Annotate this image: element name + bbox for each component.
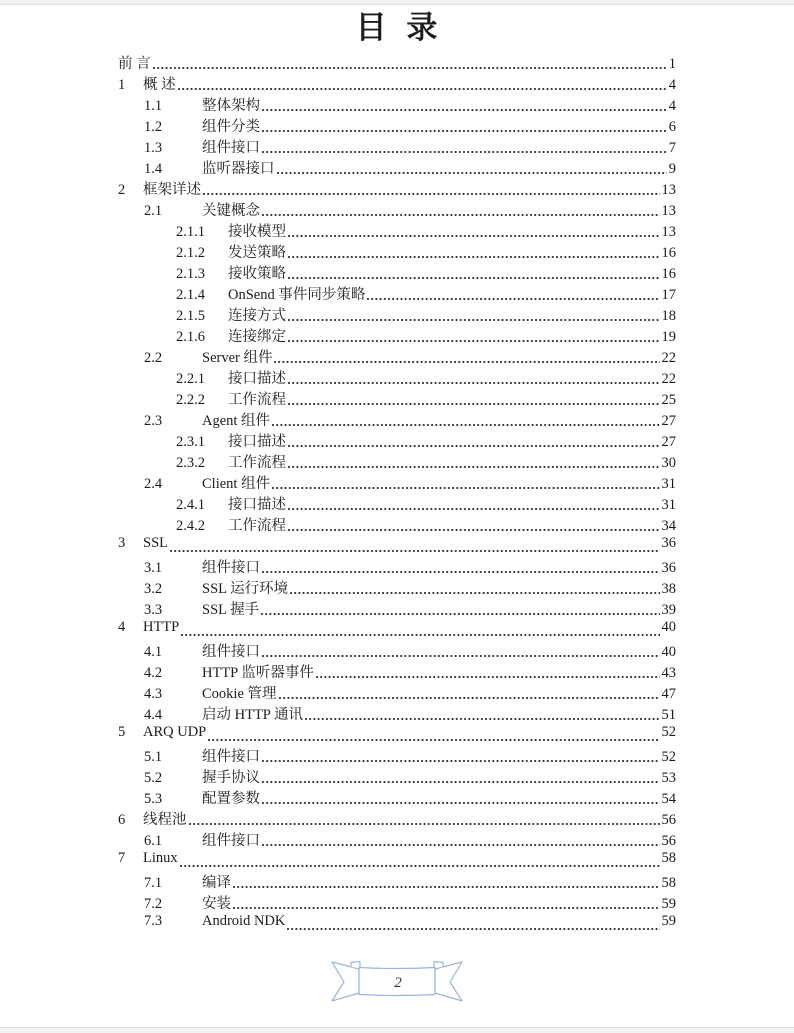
toc-entry-number: 2.1.1 [176,224,205,240]
dotted-leader [262,760,660,762]
dotted-leader [288,508,660,510]
toc-entry-title: 线程池 [143,812,187,828]
toc-entry[interactable] [118,703,676,724]
toc-entry-title: 关键概念 [202,203,260,219]
toc-entry-title: 连接方式 [228,308,286,324]
dotted-leader [288,340,660,342]
toc-entry-title: 框架详述 [143,182,201,198]
toc-entry-number: 2.3 [144,413,163,429]
toc-entry-page: 13 [661,203,676,219]
dotted-leader [262,571,660,573]
toc-entry-title: ARQ UDP [143,724,207,740]
page-bottom-edge [0,1027,794,1033]
dotted-leader [272,424,659,426]
toc-entry-page: 52 [661,724,676,740]
toc-entry[interactable] [118,892,676,913]
toc-entry-number: 2.4.1 [176,497,205,513]
toc-entry-page: 58 [661,875,676,891]
toc-entry-number: 1.4 [144,161,163,177]
dotted-leader [316,676,660,678]
toc-entry-page: 16 [661,266,676,282]
toc-entry-page: 31 [661,497,676,513]
toc-entry-title: Agent 组件 [202,413,271,429]
dotted-leader [288,235,660,237]
toc-entry-title: 握手协议 [202,770,260,786]
toc-entry-page: 16 [661,245,676,261]
dotted-leader [287,928,659,930]
dotted-leader [262,781,660,783]
toc-entry-title: 整体架构 [202,98,260,114]
toc-entry-page: 43 [661,665,676,681]
toc-entry-page: 52 [661,749,676,765]
toc-entry-page: 38 [661,581,676,597]
toc-entry-page: 1 [668,56,676,72]
toc-entry-number: 7.2 [144,896,163,912]
toc-entry-number: 6 [118,812,126,828]
toc-entry-page: 9 [668,161,676,177]
dotted-leader [367,298,659,300]
toc-entry[interactable] [118,472,676,493]
toc-entry-title: 接口描述 [228,371,286,387]
dotted-leader [288,382,660,384]
toc-entry[interactable] [118,409,676,430]
toc-entry-number: 4.2 [144,665,163,681]
dotted-leader [262,109,667,111]
toc-entry-title: 组件接口 [202,644,260,660]
toc-entry-page: 25 [661,392,676,408]
toc-entry-page: 59 [661,896,676,912]
toc-entry-number: 2.1.4 [176,287,205,303]
toc-entry-page: 56 [661,812,676,828]
toc-entry-page: 7 [668,140,676,156]
dotted-leader [288,319,660,321]
toc-entry-title: 接收模型 [228,224,286,240]
toc-entry-number: 2.1.3 [176,266,205,282]
toc-entry-title: 连接绑定 [228,329,286,345]
toc-entry[interactable] [118,661,676,682]
toc-entry[interactable] [118,451,676,472]
toc-entry-number: 5.2 [144,770,163,786]
toc-entry[interactable] [118,220,676,241]
toc-entry-number: 1.3 [144,140,163,156]
toc-entry-number: 2.2 [144,350,163,366]
toc-entry-page: 22 [661,350,676,366]
toc-entry-page: 4 [668,98,676,114]
toc-entry[interactable] [118,199,676,220]
table-of-contents [118,52,676,934]
toc-entry-page: 18 [661,308,676,324]
dotted-leader [189,823,660,825]
toc-entry[interactable] [118,745,676,766]
toc-entry[interactable] [118,556,676,577]
toc-entry-page: 58 [661,850,676,866]
toc-entry-title: 启动 HTTP 通讯 [202,707,303,723]
toc-entry-page: 47 [661,686,676,702]
toc-entry-page: 13 [661,182,676,198]
toc-entry[interactable] [118,829,676,850]
toc-entry[interactable] [118,871,676,892]
toc-entry-number: 3.1 [144,560,163,576]
toc-entry-page: 13 [661,224,676,240]
toc-entry-number: 2.1.5 [176,308,205,324]
toc-entry-number: 1 [118,77,126,93]
dotted-leader [153,67,667,69]
dotted-leader [170,550,660,552]
toc-entry[interactable] [118,724,676,745]
toc-entry[interactable] [118,304,676,325]
toc-entry-page: 51 [661,707,676,723]
toc-entry[interactable] [118,346,676,367]
toc-entry[interactable] [118,850,676,871]
toc-entry[interactable] [118,808,676,829]
toc-entry-page: 56 [661,833,676,849]
toc-entry[interactable] [118,598,676,619]
toc-entry[interactable] [118,367,676,388]
toc-entry-number: 4.3 [144,686,163,702]
toc-entry-page: 40 [661,619,676,635]
toc-entry[interactable] [118,535,676,556]
dotted-leader [233,886,660,888]
toc-entry-page: 27 [661,434,676,450]
dotted-leader [262,151,667,153]
dotted-leader [262,844,660,846]
footer-page-number: 2 [394,975,402,991]
toc-entry-number: 5.3 [144,791,163,807]
toc-entry[interactable] [118,430,676,451]
toc-entry-title: 组件接口 [202,560,260,576]
dotted-leader [180,865,660,867]
page-title: 目 录 [355,10,439,45]
toc-entry-number: 1.1 [144,98,163,114]
toc-entry-number: 2.2.2 [176,392,205,408]
toc-entry-number: 7.1 [144,875,163,891]
toc-entry[interactable] [118,283,676,304]
toc-entry-number: 3.2 [144,581,163,597]
toc-entry[interactable] [118,241,676,262]
toc-entry-title: 接口描述 [228,497,286,513]
toc-entry[interactable] [118,325,676,346]
toc-entry[interactable] [118,619,676,640]
dotted-leader [274,361,659,363]
toc-entry-title: 前 言 [118,56,151,72]
toc-entry-number: 6.1 [144,833,163,849]
dotted-leader [262,655,660,657]
toc-entry-number: 2.2.1 [176,371,205,387]
dotted-leader [262,214,660,216]
toc-entry[interactable] [118,178,676,199]
toc-entry-title: 组件接口 [202,140,260,156]
toc-entry-page: 39 [661,602,676,618]
ribbon-banner-icon [328,960,466,1006]
toc-entry[interactable] [118,682,676,703]
toc-entry-page: 36 [661,560,676,576]
dotted-leader [277,172,667,174]
toc-entry[interactable] [118,115,676,136]
dotted-leader [288,466,660,468]
toc-entry-page: 36 [661,535,676,551]
toc-entry-page: 40 [661,644,676,660]
toc-entry-number: 2 [118,182,126,198]
dotted-leader [288,277,660,279]
toc-entry-number: 2.4.2 [176,518,205,534]
dotted-leader [288,256,660,258]
toc-entry-title: SSL 握手 [202,602,260,618]
toc-entry-number: 4.4 [144,707,163,723]
dotted-leader [181,634,659,636]
toc-entry-title: 接口描述 [228,434,286,450]
toc-entry-page: 22 [661,371,676,387]
toc-entry-title: 工作流程 [228,455,286,471]
toc-entry-title: 监听器接口 [202,161,275,177]
toc-entry-title: 组件接口 [202,749,260,765]
toc-entry-title: 组件接口 [202,833,260,849]
toc-entry[interactable] [118,514,676,535]
toc-entry[interactable] [118,157,676,178]
toc-entry-number: 2.1.6 [176,329,205,345]
toc-entry-number: 7.3 [144,913,163,929]
toc-entry-number: 2.1 [144,203,163,219]
toc-entry-title: 接收策略 [228,266,286,282]
toc-entry-title: 安装 [202,896,231,912]
toc-entry-title: Cookie 管理 [202,686,277,702]
toc-entry-title: Client 组件 [202,476,271,492]
dotted-leader [288,403,660,405]
toc-entry-title: Server 组件 [202,350,273,366]
toc-entry-number: 5.1 [144,749,163,765]
toc-entry-title: 组件分类 [202,119,260,135]
dotted-leader [203,193,660,195]
toc-entry[interactable] [118,766,676,787]
toc-entry-number: 4 [118,619,126,635]
toc-entry-title: 工作流程 [228,392,286,408]
toc-entry[interactable] [118,262,676,283]
dotted-leader [262,802,660,804]
toc-entry-page: 4 [668,77,676,93]
toc-entry-title: 概 述 [143,77,176,93]
page-top-edge [0,0,794,5]
toc-entry-title: 配置参数 [202,791,260,807]
toc-entry[interactable] [118,493,676,514]
toc-entry-title: HTTP 监听器事件 [202,665,314,681]
toc-entry-number: 3.3 [144,602,163,618]
toc-entry-page: 54 [661,791,676,807]
toc-entry-page: 30 [661,455,676,471]
dotted-leader [261,613,659,615]
toc-entry-page: 31 [661,476,676,492]
dotted-leader [262,130,667,132]
toc-entry[interactable] [118,388,676,409]
toc-entry-title: 发送策略 [228,245,286,261]
dotted-leader [233,907,660,909]
dotted-leader [288,529,660,531]
dotted-leader [178,88,667,90]
toc-entry-number: 5 [118,724,126,740]
toc-entry-title: Linux [143,850,178,866]
toc-entry-title: SSL 运行环境 [202,581,289,597]
toc-entry-number: 2.4 [144,476,163,492]
toc-entry-page: 27 [661,413,676,429]
toc-entry-title: OnSend 事件同步策略 [228,287,366,303]
dotted-leader [305,718,660,720]
toc-entry-page: 59 [661,913,676,929]
toc-entry[interactable] [118,577,676,598]
toc-entry-page: 6 [668,119,676,135]
toc-entry-page: 19 [661,329,676,345]
toc-entry-page: 34 [661,518,676,534]
toc-entry-number: 2.1.2 [176,245,205,261]
toc-entry-number: 4.1 [144,644,163,660]
toc-entry-title: 编译 [202,875,231,891]
toc-entry-page: 53 [661,770,676,786]
toc-entry[interactable] [118,913,676,934]
toc-entry-title: HTTP [143,619,180,635]
dotted-leader [288,445,660,447]
page-footer [0,960,794,1006]
toc-entry[interactable] [118,52,676,73]
toc-entry-title: 工作流程 [228,518,286,534]
dotted-leader [279,697,660,699]
toc-entry-title: SSL [143,535,168,551]
dotted-leader [208,739,659,741]
toc-entry[interactable] [118,640,676,661]
dotted-leader [272,487,659,489]
toc-entry[interactable] [118,787,676,808]
toc-entry-number: 3 [118,535,126,551]
toc-entry[interactable] [118,136,676,157]
toc-entry-number: 7 [118,850,126,866]
dotted-leader [290,592,659,594]
toc-entry[interactable] [118,94,676,115]
toc-entry-number: 1.2 [144,119,163,135]
toc-entry-page: 17 [661,287,676,303]
toc-entry-number: 2.3.2 [176,455,205,471]
toc-entry-title: Android NDK [202,913,286,929]
toc-entry[interactable] [118,73,676,94]
toc-entry-number: 2.3.1 [176,434,205,450]
